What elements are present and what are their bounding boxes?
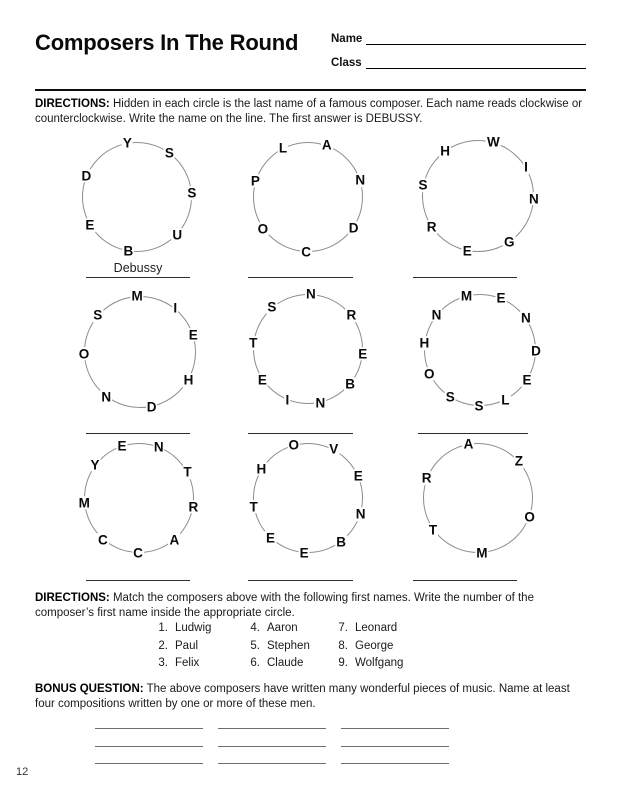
circle-letter: M: [460, 287, 473, 303]
circle-letter: E: [353, 467, 363, 483]
circle-letter: B: [123, 243, 134, 259]
circle-letter: M: [476, 545, 488, 561]
circle-letter: M: [131, 288, 143, 304]
class-field-row: [331, 56, 586, 69]
circle-letter: N: [529, 191, 539, 207]
circle-letter: E: [462, 243, 472, 259]
circle-letter: O: [423, 365, 435, 381]
first-name-item: [333, 657, 403, 670]
first-name-number: 3.: [158, 657, 168, 669]
circle-letter: C: [133, 545, 143, 561]
circle-letter: H: [419, 335, 430, 351]
answer-line[interactable]: [248, 580, 353, 581]
circle-letter: N: [355, 172, 366, 188]
circle-letter: S: [445, 389, 455, 405]
first-name-item: [333, 622, 403, 635]
circle-letter: V: [329, 441, 339, 457]
bonus-answer-line[interactable]: [95, 728, 203, 729]
first-name-number: 9.: [338, 657, 348, 669]
circle-letter: S: [187, 185, 197, 201]
circle-letter: S: [93, 307, 103, 323]
class-input-line[interactable]: [366, 56, 586, 69]
answer-line[interactable]: [418, 433, 528, 434]
first-name-item: [153, 640, 211, 653]
circle-letter: E: [522, 372, 532, 388]
bonus-answer-line[interactable]: [95, 746, 203, 747]
circle-letter: N: [355, 506, 366, 522]
circle-letter: Y: [122, 135, 132, 151]
circle-letter: E: [299, 545, 309, 561]
circle-letter: R: [421, 470, 432, 486]
puzzle-circle[interactable]: [253, 142, 363, 252]
circle-letter: C: [301, 244, 311, 260]
circle-letter: I: [524, 159, 528, 175]
answer-text: Debussy: [113, 261, 163, 275]
name-label: Name: [331, 33, 363, 45]
circle-letter: L: [278, 140, 288, 156]
first-name-item: [153, 622, 211, 635]
circle-letter: Y: [90, 457, 100, 473]
bonus-answer-line[interactable]: [95, 763, 203, 764]
circle-letter: N: [101, 388, 112, 404]
name-input-line[interactable]: [366, 32, 586, 45]
first-name-number: 8.: [338, 639, 348, 652]
first-name-number: 6.: [250, 657, 260, 669]
first-names-column: [245, 622, 310, 675]
circle-letter: O: [257, 220, 269, 236]
first-name-text: Wolfgang: [355, 657, 404, 669]
circle-letter: E: [358, 346, 368, 362]
first-names-column: [333, 622, 403, 675]
circle-letter: T: [183, 464, 192, 480]
circle-letter: E: [265, 530, 275, 546]
circle-letter: R: [346, 307, 357, 323]
circle-letter: H: [256, 461, 267, 477]
circle-letter: I: [173, 300, 178, 316]
circle-letter: H: [440, 142, 450, 158]
page-title: Composers In The Round: [35, 30, 299, 55]
first-name-text: Stephen: [267, 639, 310, 652]
bonus-answer-line[interactable]: [341, 763, 449, 764]
page-number: 12: [16, 766, 29, 778]
first-name-text: Felix: [175, 657, 200, 669]
circle-letter: S: [418, 177, 428, 193]
circle-letter: E: [188, 326, 198, 342]
answer-line[interactable]: [413, 580, 517, 581]
answer-line[interactable]: [248, 277, 353, 278]
bonus-question-text: The above composers have written many wonderful pieces of music. Name at least four compositions written by one or more of these men.: [35, 683, 570, 711]
circle-letter: T: [249, 335, 258, 351]
circle-letter: P: [250, 173, 260, 189]
circle-letter: D: [348, 220, 359, 235]
first-name-item: [245, 622, 310, 635]
circle-letter: R: [426, 219, 437, 235]
first-name-text: Leonard: [355, 622, 398, 634]
circle-letter: N: [520, 310, 531, 326]
first-name-number: 2.: [158, 639, 168, 652]
bonus-answer-line[interactable]: [341, 746, 449, 747]
bonus-question-label: BONUS QUESTION:: [35, 683, 144, 695]
circle-letter: I: [285, 392, 290, 408]
circle-letter: S: [164, 144, 174, 160]
first-name-item: [333, 640, 403, 653]
circle-letter: R: [188, 498, 199, 514]
first-name-text: Ludwig: [175, 622, 212, 634]
circle-letter: E: [257, 372, 267, 387]
name-class-block: [331, 32, 586, 80]
circle-letter: D: [146, 399, 157, 415]
circle-letter: A: [169, 532, 180, 548]
circle-letter: W: [487, 134, 500, 150]
bonus-answer-line[interactable]: [218, 746, 326, 747]
directions-1-label: DIRECTIONS:: [35, 98, 110, 110]
circle-letter: B: [336, 534, 346, 550]
directions-2: [35, 591, 583, 622]
circle-letter: G: [504, 234, 515, 250]
circle-letter: U: [172, 226, 183, 242]
first-name-text: George: [355, 639, 394, 652]
circle-letter: S: [474, 398, 484, 414]
bonus-answer-line[interactable]: [341, 728, 449, 729]
answer-line[interactable]: [86, 580, 190, 581]
circle-letter: B: [345, 376, 355, 392]
first-name-text: Paul: [175, 639, 199, 652]
first-name-number: 5.: [250, 639, 260, 652]
first-name-number: 7.: [338, 622, 348, 634]
circle-letter: Z: [514, 453, 523, 469]
header-divider: [35, 89, 586, 91]
bonus-answer-line[interactable]: [218, 728, 326, 729]
first-name-number: 1.: [158, 622, 168, 634]
circle-letter: O: [78, 346, 90, 362]
answer-line[interactable]: [86, 277, 190, 278]
first-name-item: [245, 640, 310, 653]
circle-letter: D: [81, 167, 92, 183]
directions-1: [35, 97, 587, 128]
circle-letter: N: [315, 394, 326, 410]
circle-letter: L: [501, 392, 510, 408]
first-names-column: [153, 622, 211, 675]
circle-letter: A: [321, 137, 332, 153]
directions-2-text: Match the composers above with the following first names. Write the number of the composer’s first name inside the appropriate circle.: [35, 592, 534, 620]
answer-line[interactable]: [413, 277, 517, 278]
name-field-row: [331, 32, 586, 45]
circle-letter: S: [267, 299, 277, 315]
directions-1-text: Hidden in each circle is the last name of a famous composer. Each name reads clockwise or counterclockwise. Write the name on the line. The first answer is DEBUSSY.: [35, 98, 583, 126]
circle-letter: N: [431, 307, 442, 322]
answer-line[interactable]: [86, 433, 190, 434]
circle-letter: O: [524, 509, 535, 525]
circle-letter: A: [463, 436, 474, 452]
circle-letter: N: [153, 438, 164, 454]
circle-letter: C: [98, 531, 108, 547]
first-name-number: 4.: [250, 622, 260, 634]
class-label: Class: [331, 57, 362, 69]
circle-letter: E: [496, 290, 506, 306]
circle-letter: N: [306, 286, 316, 302]
first-name-text: Aaron: [267, 622, 298, 634]
circle-letter: T: [428, 521, 438, 537]
circle-letter: T: [249, 498, 258, 514]
directions-2-label: DIRECTIONS:: [35, 592, 110, 604]
circle-letter: H: [183, 372, 194, 388]
first-name-item: [153, 657, 211, 670]
bonus-question: [35, 682, 583, 713]
answer-line[interactable]: [248, 433, 353, 434]
circle-letter: D: [531, 343, 541, 359]
first-name-item: [245, 657, 310, 670]
circle-letter: E: [85, 217, 95, 233]
circle-letter: E: [117, 437, 127, 453]
first-name-text: Claude: [267, 657, 304, 669]
bonus-answer-line[interactable]: [218, 763, 326, 764]
circle-letter: M: [78, 495, 90, 511]
circle-letter: O: [288, 437, 300, 453]
